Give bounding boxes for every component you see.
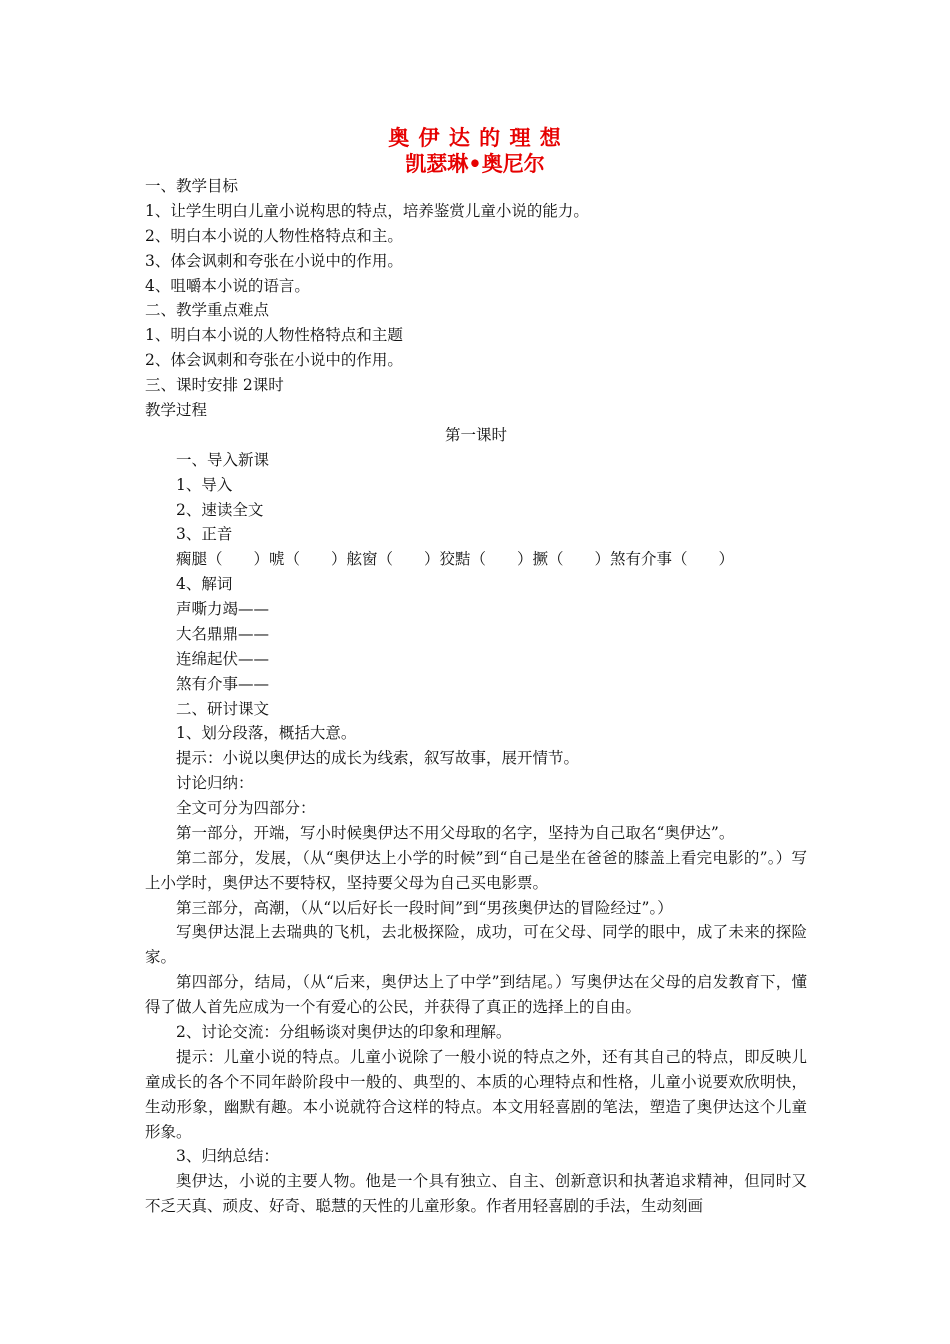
vocab-item: 连绵起伏—— [176,650,270,668]
text-line: 全文可分为四部分： [176,799,316,817]
paragraph: 第二部分，发展，（从“奥伊达上小学的时候”到“自己是坐在爸爸的膝盖上看完电影的”。）写上小学时，奥伊达不要特权，坚持要父母为自己买电影票。 [145,849,807,892]
text-line: 2、速读全文 [176,501,264,519]
lesson-heading: 第一课时 [444,426,507,444]
paragraph: 写奥伊达混上去瑞典的飞机，去北极探险，成功，可在父母、同学的眼中，成了未来的探险家。 [145,923,807,966]
paragraph: 奥伊达，小说的主要人物。他是一个具有独立、自主、创新意识和执著追求精神，但同时又不乏天真、顽皮、好奇、聪慧的天性的儿童形象。作者用轻喜剧的手法，生动刻画 [145,1172,807,1215]
text-line: 4、咀嚼本小说的语言。 [145,277,310,295]
text-line: 4、解词 [176,575,233,593]
text-line: 二、教学重点难点 [145,301,270,319]
paragraph: 提示：儿童小说的特点。儿童小说除了一般小说的特点之外，还有其自己的特点，即反映儿童成长的各个不同年龄阶段中一般的、典型的、本质的心理特点和性格，儿童小说要欢欣明快，生动形象，幽默有趣。本小说就符合这样的特点。本文用轻喜剧的笔法，塑造了奥伊达这个儿童形象。 [145,1048,807,1141]
text-line: 3、正音 [176,525,233,543]
text-line: 第一部分，开端，写小时候奥伊达不用父母取的名字，坚持为自己取名“奥伊达”。 [176,824,735,842]
text-line: 2、明白本小说的人物性格特点和主。 [145,227,403,245]
text-line: 1、让学生明白儿童小说构思的特点，培养鉴赏儿童小说的能力。 [145,202,589,220]
text-line: 一、教学目标 [145,177,239,195]
text-line: 提示：小说以奥伊达的成长为线索，叙写故事，展开情节。 [176,749,580,767]
text-line: 1、导入 [176,476,233,494]
paragraph: 3、归纳总结： [176,1147,279,1165]
paragraph: 2、讨论交流：分组畅谈对奥伊达的印象和理解。 [176,1023,512,1041]
document-author: 凯瑟琳•奥尼尔 [405,151,545,176]
vocab-item: 大名鼎鼎—— [176,625,270,643]
vocab-item: 声嘶力竭—— [176,600,270,618]
text-line: 1、划分段落，概括大意。 [176,724,357,742]
pronunciation-exercise: 瘸腿（ ）唬（ ）舷窗（ ）狡黠（ ）撅（ ）煞有介事（ ） [176,550,735,568]
paragraph: 第三部分，高潮，（从“以后好长一段时间”到“男孩奥伊达的冒险经过”。） [176,899,673,917]
text-line: 1、明白本小说的人物性格特点和主题 [145,326,403,344]
text-line: 讨论归纳： [176,774,254,792]
text-line: 3、体会讽刺和夸张在小说中的作用。 [145,252,403,270]
vocab-item: 煞有介事—— [176,675,270,693]
text-line: 二、研讨课文 [176,700,270,718]
text-line: 教学过程 [145,401,208,419]
document-title: 奥 伊 达 的 理 想 [388,125,562,150]
paragraph: 第四部分，结局，（从“后来，奥伊达上了中学”到结尾。）写奥伊达在父母的启发教育下，懂得了做人首先应成为一个有爱心的公民，并获得了真正的选择上的自由。 [145,973,807,1016]
text-line: 一、导入新课 [176,451,270,469]
text-line: 2、体会讽刺和夸张在小说中的作用。 [145,351,403,369]
text-line: 三、课时安排 2课时 [145,376,284,394]
